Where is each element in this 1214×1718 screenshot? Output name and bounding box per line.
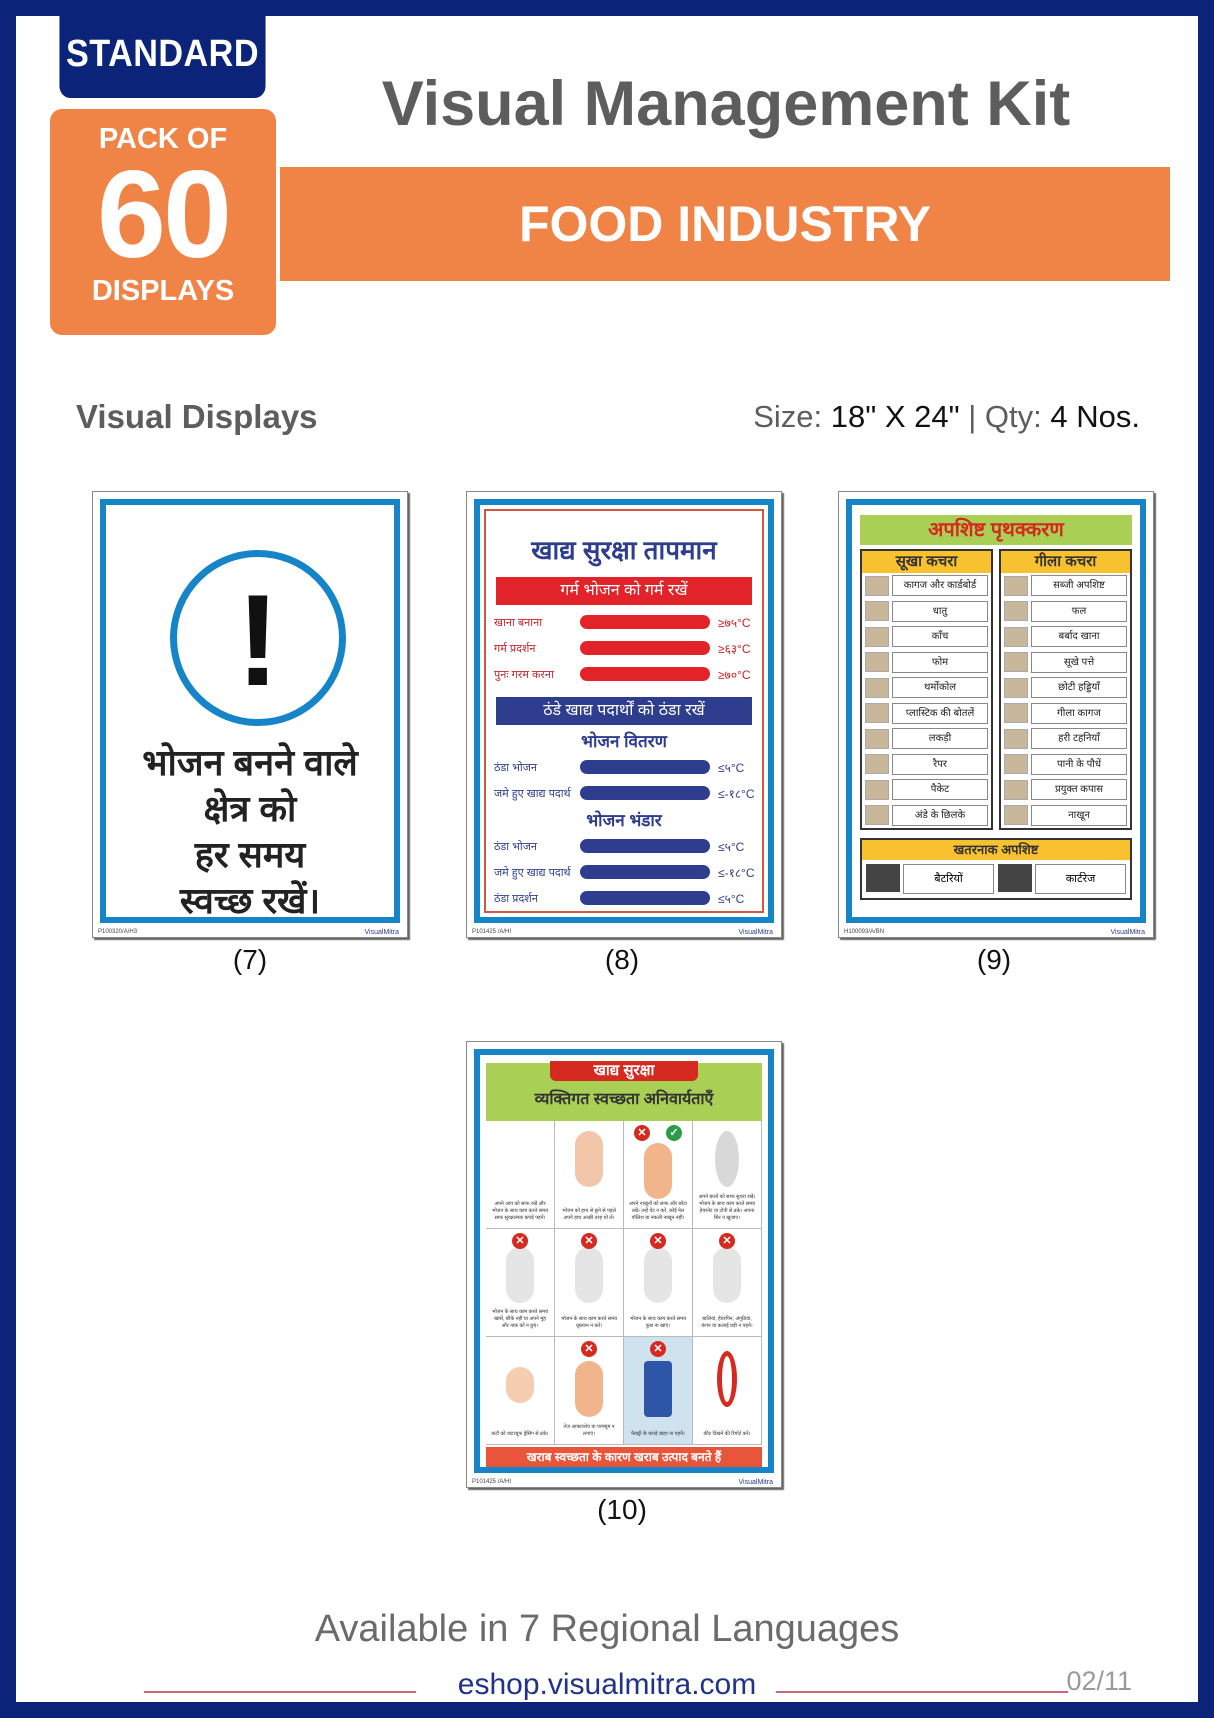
waste-item: छोटी हड्डियाँ (1001, 675, 1130, 701)
wet-paper-icon (1004, 703, 1028, 723)
poster-caption: (9) (976, 944, 1012, 975)
shop-link[interactable]: eshop.visualmitra.com (457, 1668, 757, 1701)
poster-code: P101425 /A/HI (472, 1479, 512, 1485)
waste-item: नाखून (1001, 803, 1130, 829)
waste-item: सब्जी अपशिष्ट (1001, 573, 1130, 599)
poster-8[interactable] (466, 491, 782, 938)
handwash-icon: भोजन को हाथ से छूने से पहले अपने हाथ अच्छी तरह धो लें। (555, 1121, 624, 1229)
factory-worker-icon: ✕ फैक्ट्री के कपड़े बाहर ना पहनें। (624, 1337, 693, 1445)
poster-frame (474, 499, 774, 923)
poster-caption: (8) (604, 944, 640, 975)
poster-frame (474, 1049, 774, 1473)
poster-brand: VisualMitra (738, 1479, 773, 1486)
dry-waste-column: सूखा कचरा कागज और कार्डबोर्ड धातु काँच फोम थर्मोकोल प्लास्टिक की बोतलें लकड़ी रैपर पैकेट अंडे के छिलके (860, 549, 993, 830)
page-title: Visual Management Kit (381, 69, 1071, 139)
poster-brand: VisualMitra (738, 929, 773, 936)
leaves-icon (1004, 652, 1028, 672)
hairnet-icon: अपने बालों को साफ सुथरा रखें। भोजन के साथ काम करते समय हेयरनेट या टोपी से ढके। अपना सिर न खुजाए। (693, 1121, 762, 1229)
waste-item: सूखे पत्ते (1001, 650, 1130, 676)
plant-icon (1004, 754, 1028, 774)
waste-item: प्रयुक्त कपास (1001, 777, 1130, 803)
waste-item: पानी के पौधें (1001, 752, 1130, 778)
waste-item: रैपर (862, 752, 991, 778)
waste-item: कागज और कार्डबोर्ड (862, 573, 991, 599)
poster-subtitle: व्यक्तिगत स्वच्छता अनिवार्यताएँ (534, 1091, 714, 1108)
poster-pill: खाद्य सुरक्षा (550, 1061, 698, 1081)
twigs-icon (1004, 729, 1028, 749)
bandage-icon: कटौ को वाटरप्रूफ ड्रेसिंग से ढके। (486, 1337, 555, 1445)
poster-message: भोजन बनने वाले क्षेत्र को हर समय स्वच्छ रखें। (142, 742, 358, 921)
paper-icon (865, 576, 889, 596)
languages-note: Available in 7 Regional Languages (314, 1608, 900, 1650)
catalog-page (16, 16, 1198, 1702)
footer-divider-right (776, 1691, 1068, 1693)
thermocol-icon (865, 678, 889, 698)
poster-7[interactable] (92, 491, 408, 938)
hygiene-grid (486, 1121, 762, 1445)
poster-10[interactable] (466, 1041, 782, 1488)
qty-label: Qty: (984, 399, 1042, 434)
temp-row: गर्म प्रदर्शन ≥६३°C (494, 641, 751, 656)
pack-unit: DISPLAYS (91, 275, 235, 307)
waste-item: प्लास्टिक की बोतलें (862, 701, 991, 727)
wrapper-icon (865, 754, 889, 774)
waste-item: गीला कागज (1001, 701, 1130, 727)
temp-row: ठंडा भोजन ≤५°C (494, 839, 745, 854)
temp-row: ठंडा प्रदर्शन ≤५°C (494, 891, 745, 906)
poster-brand: VisualMitra (1110, 929, 1145, 936)
waste-item: काँच (862, 624, 991, 650)
waste-item: फल (1001, 599, 1130, 625)
poster-brand: VisualMitra (364, 929, 399, 936)
nail-clip-icon (1004, 805, 1028, 825)
cotton-icon (1004, 780, 1028, 800)
fruit-icon (1004, 601, 1028, 621)
food-icon (1004, 627, 1028, 647)
size-value: 18" X 24" (830, 399, 960, 434)
foam-icon (865, 652, 889, 672)
bones-icon (1004, 678, 1028, 698)
waste-item: फोम (862, 650, 991, 676)
waste-item: धातु (862, 599, 991, 625)
poster-frame (100, 499, 400, 923)
battery-icon (866, 864, 900, 892)
size-label: Size: (753, 399, 823, 434)
poster-title: खाद्य सुरक्षा तापमान (531, 535, 717, 565)
pack-label: PACK OF (98, 123, 228, 155)
exclamation-icon: ! (170, 550, 346, 726)
poster-9[interactable] (838, 491, 1154, 938)
hazardous-waste-section: खतरनाक अपशिष्ट बैटरियों कार्टरेज (860, 838, 1132, 900)
size-qty-info (753, 399, 1140, 435)
separator: | (968, 399, 977, 434)
cold-band: ठंडे खाद्य पदार्थों को ठंडा रखें (496, 697, 752, 725)
industry-banner: FOOD INDUSTRY (280, 167, 1170, 281)
eggshell-icon (865, 805, 889, 825)
temp-row: पुनः गरम करना ≥७०°C (494, 667, 751, 682)
poster-code: P101425 /A/HI (472, 929, 512, 935)
storage-title: भोजन भंडार (586, 811, 662, 830)
section-title: Visual Displays (76, 398, 318, 435)
poster-footer: खराब स्वच्छता के कारण खराब उत्पाद बनते हैं (486, 1447, 762, 1467)
waste-item: हरी टहनियाँ (1001, 726, 1130, 752)
temp-row: जमे हुए खाद्य पदार्थ ≤-१८°C (494, 786, 755, 801)
waste-item: बर्बाद खाना (1001, 624, 1130, 650)
metal-icon (865, 601, 889, 621)
eating-icon: ✕ भोजन के साथ काम करते समय कुछ ना खाएं। (624, 1229, 693, 1337)
cartridge-icon (998, 864, 1032, 892)
perfume-icon: ✕ तेज आफ्टरशेव या परफ्यूम न लगाएं। (555, 1337, 624, 1445)
waste-item: अंडे के छिलके (862, 803, 991, 829)
wet-waste-column: गीला कचरा सब्जी अपशिष्ट फल बर्बाद खाना सूखे पत्ते छोटी हड्डियाँ गीला कागज हरी टहनियाँ पानी के पौधें प्रयुक्त कपास नाखून (999, 549, 1132, 830)
page-number: 02/11 (1066, 1666, 1132, 1696)
temp-row: खाना बनाना ≥७५°C (494, 615, 751, 630)
pack-badge (50, 109, 276, 335)
pack-count: 60 (97, 146, 229, 284)
temp-row: जमे हुए खाद्य पदार्थ ≤-१८°C (494, 865, 755, 880)
poster-frame (846, 499, 1146, 923)
nails-icon: ✕ ✓ अपने नाखूनों को साफ और छोटा रखें। उन्हें पेंट न करें, कोई नेल पॉलिश या नकली नाखून नहीं। (624, 1121, 693, 1229)
wood-icon (865, 729, 889, 749)
poster-caption: (7) (232, 944, 268, 975)
waste-item: पैकेट (862, 777, 991, 803)
temp-row: ठंडा भोजन ≤५°C (494, 760, 745, 775)
jewellery-icon: ✕ बालियां, हेयरपिन, अंगूठियां, कंगन या कलाई घड़ी न पहनें। (693, 1229, 762, 1337)
serving-title: भोजन वितरण (581, 732, 667, 751)
glass-icon (865, 627, 889, 647)
smoking-icon: ✕ भोजन के साथ काम करते समय धूम्रपान न करें। (555, 1229, 624, 1337)
poster-code: P100320/A/H3 (98, 929, 138, 935)
qty-value: 4 Nos. (1050, 399, 1140, 434)
poster-caption: (10) (597, 1494, 647, 1525)
vegetable-icon (1004, 576, 1028, 596)
apron-icon: अपने आप को साफ रखें और भोजन के साथ काम करते समय साफ सुरक्षात्मक कपड़े पहनें। (486, 1121, 555, 1229)
poster-code: H100093/A/BN (844, 929, 885, 935)
tier-badge: STANDARD (59, 16, 265, 98)
poster-title: अपशिष्ट पृथक्करण (860, 515, 1132, 545)
hot-band: गर्म भोजन को गर्म रखें (496, 577, 752, 605)
bottle-icon (865, 703, 889, 723)
no-pests-icon: कीट दिखने की रिपोर्ट करें। (693, 1337, 762, 1445)
packet-icon (865, 780, 889, 800)
sneeze-icon: ✕ भोजन के साथ काम करते समय खांसें, छींके नहीं या अपने मुंह और नाक को न छुएं। (486, 1229, 555, 1337)
waste-item: लकड़ी (862, 726, 991, 752)
waste-item: थर्मोकोल (862, 675, 991, 701)
